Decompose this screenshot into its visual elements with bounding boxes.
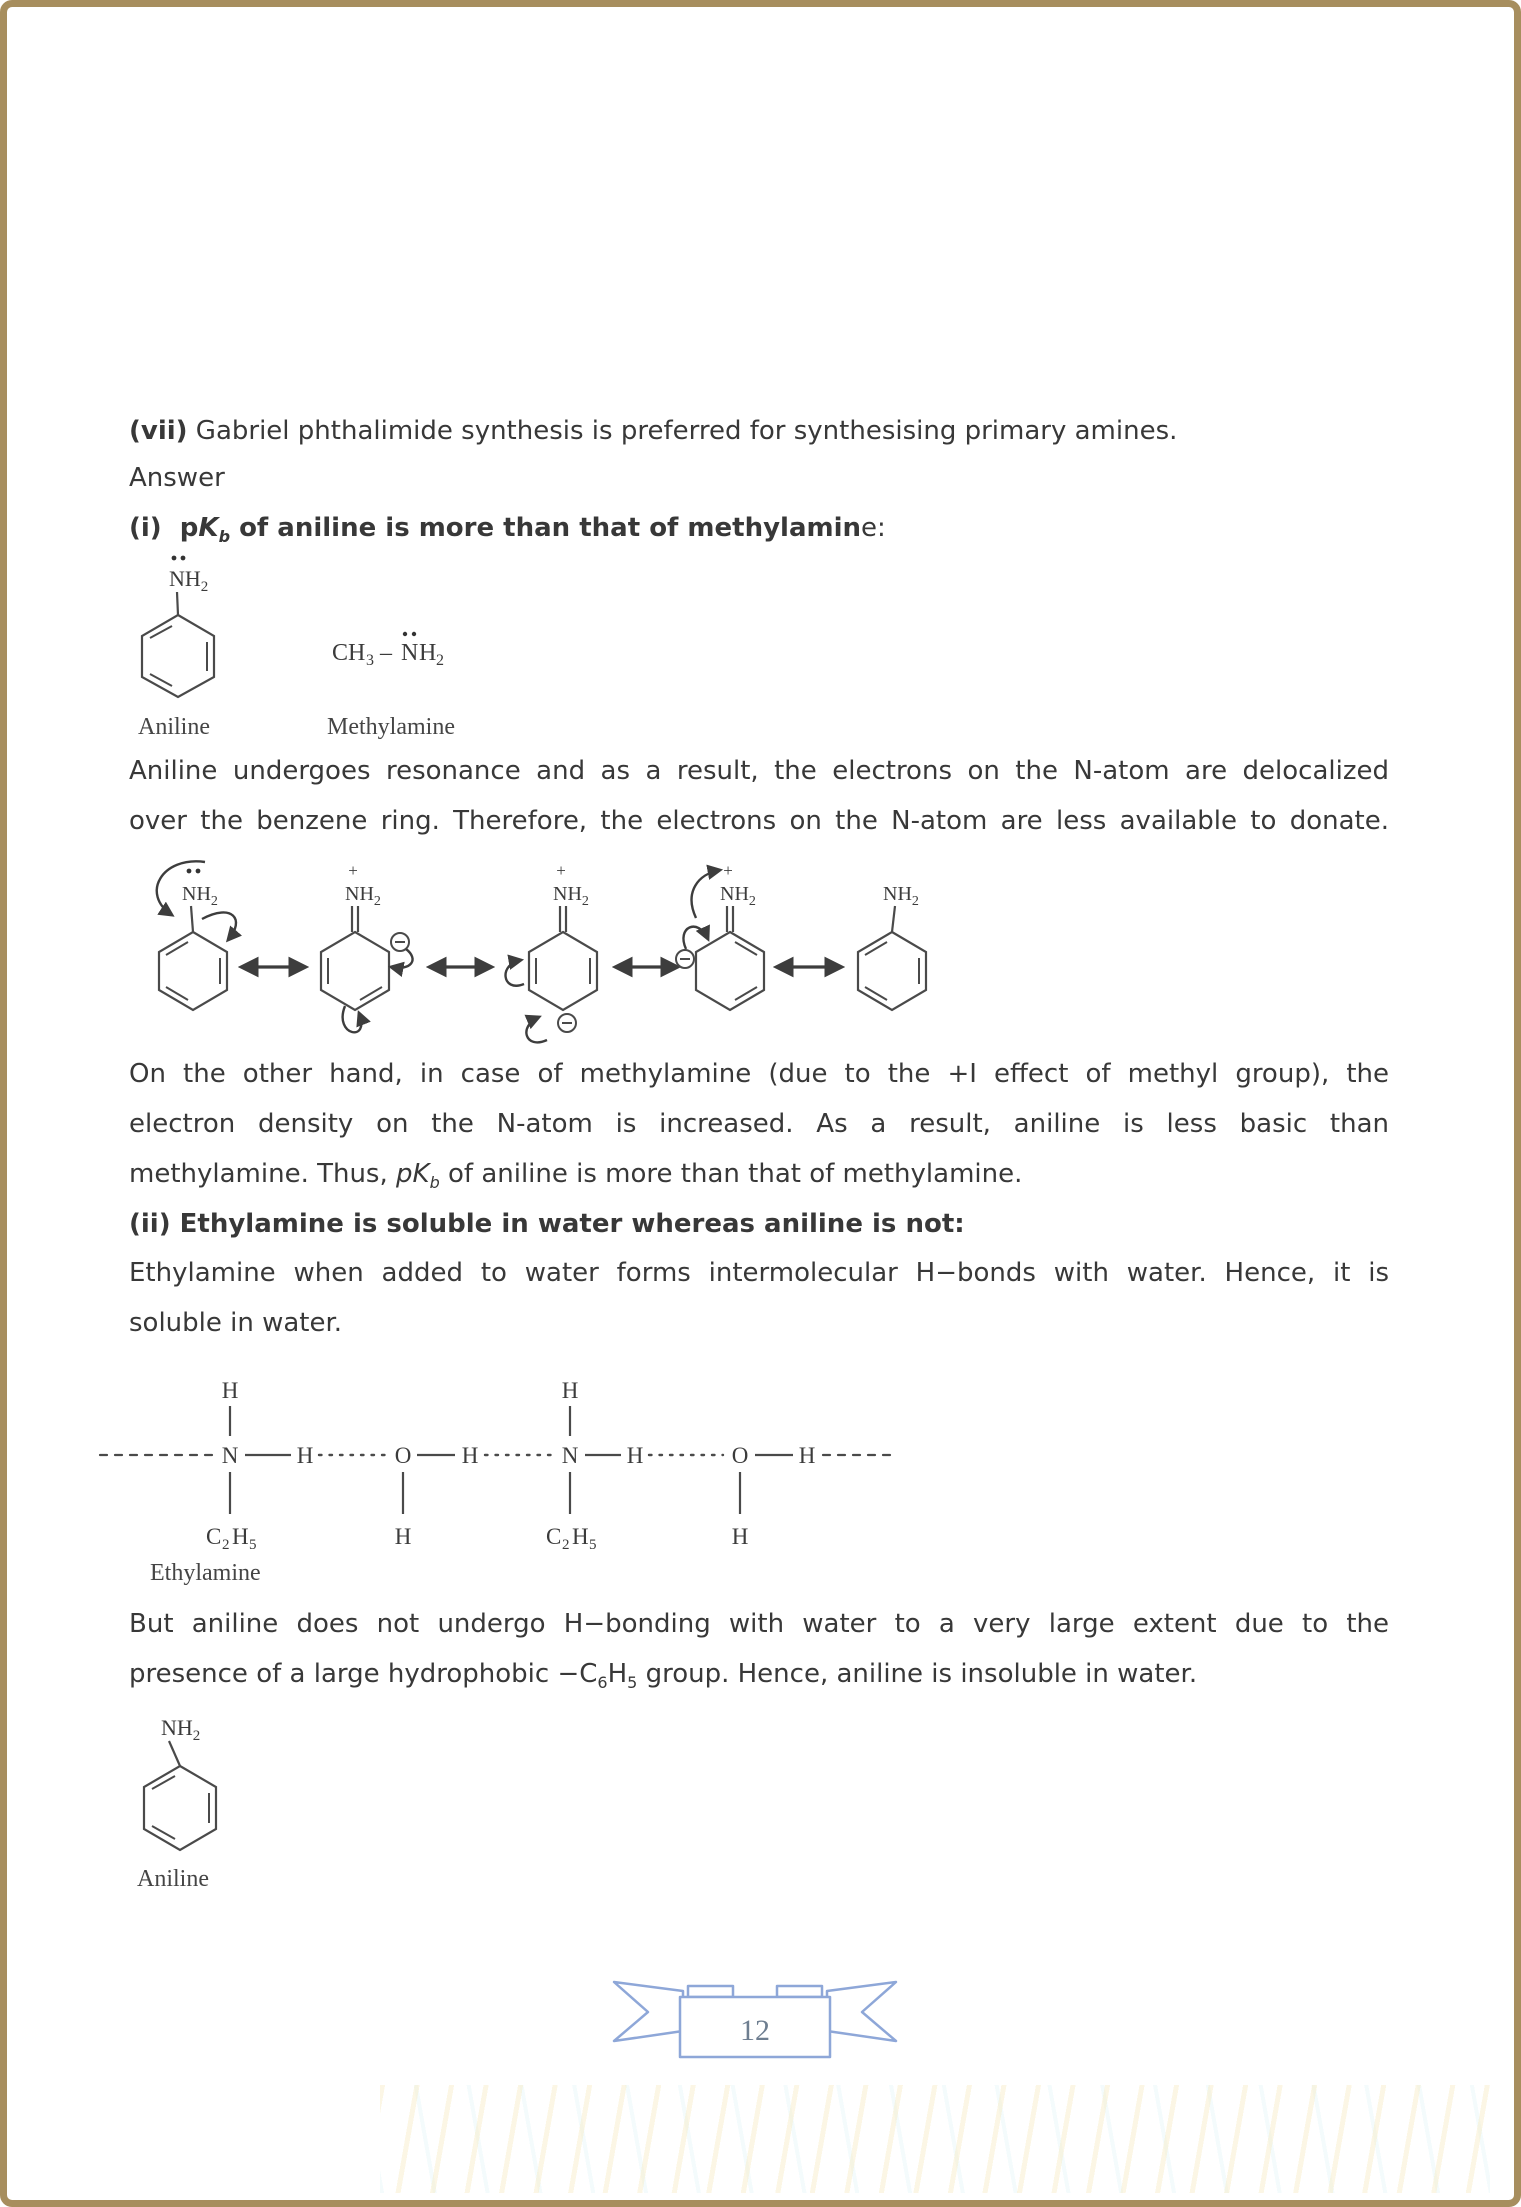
amine-group-label: $NH_2$ bbox=[720, 883, 756, 909]
question-vii-line bbox=[129, 406, 1389, 456]
heading-i-tail: e: bbox=[861, 513, 886, 543]
pk-sub: b bbox=[429, 1173, 440, 1193]
benzene-ring bbox=[142, 615, 214, 697]
benzene-ring bbox=[144, 1766, 216, 1850]
amine-group-label: $NH_2$ bbox=[553, 883, 589, 909]
heading-part-i bbox=[129, 503, 1389, 562]
hydrogen-atom: H bbox=[296, 1443, 314, 1468]
paragraph-resonance: Aniline undergoes resonance and as a result, the electrons on the N-atom are delocalized over the benzene ring. Therefore, the electrons on the N-atom are less available to donate. bbox=[129, 756, 1389, 836]
hydrogen-atom: H bbox=[221, 1378, 239, 1403]
methylamine-caption: Methylamine bbox=[327, 714, 455, 740]
electron-push-arrow bbox=[683, 927, 708, 949]
hydrogen-atom: H bbox=[731, 1524, 749, 1549]
resonance-structure-3 bbox=[506, 861, 597, 1042]
aniline-structure-bottom bbox=[105, 1708, 255, 1868]
aniline-structure-top bbox=[125, 550, 275, 720]
plus-charge: + bbox=[556, 861, 566, 880]
amine-group-label: $NH_2$ bbox=[345, 883, 381, 909]
plus-charge: + bbox=[348, 861, 358, 880]
nitrogen-atom: N bbox=[221, 1443, 239, 1468]
oxygen-atom: O bbox=[731, 1443, 749, 1468]
ribbon-fold-left bbox=[688, 1986, 733, 1997]
resonance-structure-5 bbox=[858, 883, 926, 1010]
cn-bond bbox=[169, 1741, 180, 1766]
electron-push-arrow bbox=[692, 870, 720, 918]
amine-group-label: $NH_2$ bbox=[169, 566, 209, 595]
lone-pair-dots bbox=[172, 556, 186, 561]
heading-part-ii: (ii) Ethylamine is soluble in water whereas aniline is not: bbox=[129, 1209, 965, 1239]
watermark bbox=[380, 2085, 1490, 2193]
plus-charge: + bbox=[723, 861, 733, 880]
cn-bond bbox=[177, 592, 178, 615]
oxygen-atom: O bbox=[394, 1443, 412, 1468]
paragraph-ethylamine: Ethylamine when added to water forms intermolecular H−bonds with water. Hence, it is soluble in water. bbox=[129, 1258, 1389, 1338]
resonance-structure-4 bbox=[676, 861, 764, 1010]
resonance-structure-1 bbox=[157, 861, 236, 1010]
heading-i-pk-sub: b bbox=[218, 527, 231, 547]
ethyl-group-label: C2 H5 bbox=[206, 1524, 257, 1553]
page-number-ribbon bbox=[605, 1978, 905, 2070]
ribbon-fold-right bbox=[777, 1986, 822, 1997]
resonance-structure-2 bbox=[321, 861, 413, 1032]
methylamine-formula: CH3 – NH2 bbox=[332, 640, 444, 669]
page-number: 12 bbox=[740, 2014, 770, 2047]
heading-i-prefix: (i) p bbox=[129, 513, 199, 543]
paragraph-methylamine: On the other hand, in case of methylamine (due to the +I effect of methyl group), the electron density on the N-atom is increased. As a result, aniline is less basic than methylamine. Thus, $pK_b$ of aniline is more than that of methylamine. bbox=[129, 1059, 1389, 1193]
lone-pair-dots bbox=[403, 632, 416, 636]
hydrogen-atom: H bbox=[461, 1443, 479, 1468]
paragraph-aniline-insoluble: But aniline does not undergo H−bonding with water to a very large extent due to the presence of a large hydrophobic $-C_6H_5$ group. Hence, aniline is insoluble in water. bbox=[129, 1609, 1389, 1693]
aniline-caption-top: Aniline bbox=[138, 714, 210, 740]
hydrogen-bonding-diagram bbox=[95, 1372, 895, 1562]
nitrogen-atom: N bbox=[561, 1443, 579, 1468]
heading-i-pk: K bbox=[198, 513, 219, 543]
hbond-chain bbox=[100, 1378, 890, 1553]
electron-push-arrow bbox=[526, 1017, 547, 1042]
answer-label: Answer bbox=[129, 463, 225, 493]
electron-push-arrow bbox=[202, 912, 236, 940]
hydrogen-atom: H bbox=[394, 1524, 412, 1549]
amine-group-label: $NH_2$ bbox=[161, 1715, 201, 1744]
electron-push-arrow bbox=[506, 960, 524, 986]
hydrogen-atom: H bbox=[561, 1378, 579, 1403]
heading-i-rest: of aniline is more than that of methylamin bbox=[230, 513, 861, 543]
ribbon-right-tail bbox=[827, 1982, 896, 2041]
resonance-structures-diagram bbox=[140, 856, 940, 1051]
hydrogen-atom: H bbox=[798, 1443, 816, 1468]
methylamine-structure bbox=[325, 618, 485, 668]
pk-symbol: pK bbox=[396, 1159, 430, 1189]
amine-group-label: $NH_2$ bbox=[182, 883, 218, 909]
amine-group-label: $NH_2$ bbox=[883, 883, 919, 909]
hydrogen-atom: H bbox=[626, 1443, 644, 1468]
aniline-caption-bottom: Aniline bbox=[137, 1866, 209, 1892]
question-vii-number: (vii) bbox=[129, 416, 188, 446]
ribbon-left-tail bbox=[614, 1982, 683, 2041]
electron-push-arrow bbox=[343, 1006, 362, 1032]
ethylamine-caption: Ethylamine bbox=[150, 1560, 261, 1586]
ethyl-group-label: C2 H5 bbox=[546, 1524, 597, 1553]
question-vii-text: Gabriel phthalimide synthesis is preferred for synthesising primary amines. bbox=[187, 416, 1178, 446]
